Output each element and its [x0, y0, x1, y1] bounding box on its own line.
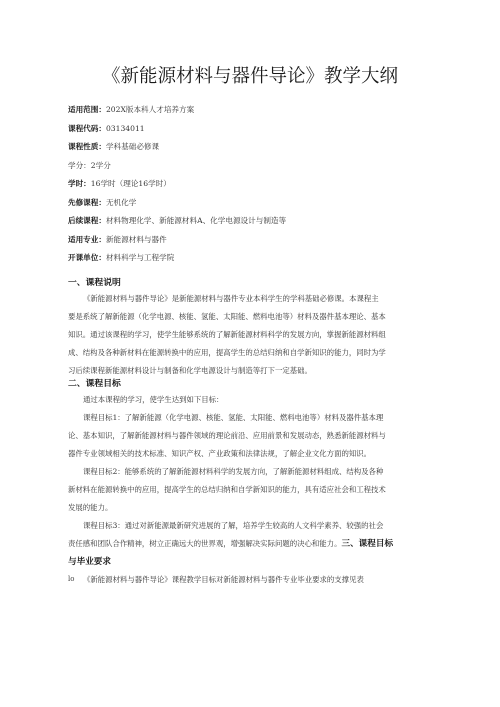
meta-key: 先修课程：	[68, 197, 106, 207]
text-line	[68, 535, 434, 553]
section-heading-3-cont: 与毕业要求	[68, 557, 111, 567]
meta-key: 课程代码：	[68, 123, 106, 133]
text-line: 习后续课程新能源材料设计与制备和化学电源设计与制造等打下一定基础。	[68, 366, 312, 375]
text-line	[68, 553, 434, 571]
meta-key: 开课单位：	[68, 253, 106, 262]
meta-row-unit	[68, 249, 468, 268]
meta-key: 学时：	[68, 179, 91, 188]
document-title: 《新能源材料与器件导论》教学大纲	[101, 66, 398, 87]
text-line: 通过本课程的学习，使学生达到如下目标：	[83, 395, 224, 404]
footer-mark: lo	[68, 575, 75, 583]
text-line: 知识。通过该课程的学习，使学生能够系统的了解新能源材料科学的发展方向，掌握新能源材料组	[68, 330, 386, 339]
meta-value: 202X版本科人才培养方案	[105, 105, 195, 114]
meta-row-credits	[68, 157, 468, 176]
course-meta	[68, 101, 468, 268]
section-heading-3: 三、课程目标	[341, 539, 394, 549]
text-line: 器件专业领域相关的技术标准、知识产权、产业政策和法律法规，了解企业文化方面的知识。	[68, 449, 372, 458]
meta-key: 适用专业：	[68, 234, 106, 244]
text-line: 发展的能力。	[68, 503, 113, 512]
meta-row-followup	[68, 212, 468, 231]
meta-value: 03134011	[105, 123, 145, 133]
meta-row-nature	[68, 138, 468, 157]
section-1-body	[68, 290, 434, 380]
section-heading-2: 二、课程目标	[68, 379, 121, 389]
meta-row-major	[68, 231, 468, 250]
meta-value: 无机化学	[105, 197, 137, 207]
meta-key: 后续课程：	[68, 216, 106, 225]
text-line: 《新能源材料与器件导论》是新能源材料与器件专业本科学生的学科基础必修课。本课程主	[83, 294, 379, 303]
meta-value: 材料物理化学、新能源材料A、化学电源设计与制造等	[105, 216, 287, 225]
meta-key: 课程性质：	[68, 142, 106, 151]
meta-value: 16学时（理论16学时）	[90, 179, 171, 188]
text-line: 课程目标1：了解新能源（化学电源、核能、氢能、太阳能、燃料电池等）材料及器件基本理	[83, 413, 384, 422]
meta-row-scope	[68, 101, 468, 120]
meta-key: 适用范围：	[68, 105, 106, 114]
meta-value: 2学分	[90, 160, 111, 170]
text-line: 《新能源材料与器件导论》课程教学目标对新能源材料与器件专业毕业要求的支撑见表	[83, 575, 364, 584]
text-line: 成、结构及各种新材料在能源转换中的应用，提高学生的总结归纳和自学新知识的能力，同时为学	[68, 348, 386, 357]
text-line: 要是系统了解新能源（化学电源、核能、氢能、太阳能、燃料电池等）材料及器件基本理论、基本	[68, 312, 386, 321]
meta-value: 材料科学与工程学院	[105, 253, 175, 262]
meta-row-hours	[68, 175, 468, 194]
text-line: 新材料在能源转换中的应用，提高学生的总结归纳和自学新知识的能力，具有适应社会和工程技术	[68, 485, 386, 494]
section-2-body	[68, 391, 434, 589]
text-line: 课程目标2：能够系统的了解新能源材料科学的发展方向，了解新能源材料组成、结构及各种	[83, 467, 384, 476]
section-heading-1: 一、课程说明	[68, 278, 121, 288]
meta-row-prereq	[68, 194, 468, 213]
text-line: 论、基本知识，了解新能源材料与器件领域的理论前沿、应用前景和发展动态，熟悉新能源材料与	[68, 431, 386, 440]
meta-value: 新能源材料与器件	[105, 234, 167, 244]
text-fragment: 责任感和团队合作精神，树立正确远大的世界观，增强解决实际问题的决心和能力。	[68, 539, 342, 548]
meta-row-code	[68, 120, 468, 139]
meta-value: 学科基础必修课	[105, 142, 160, 151]
text-line: 课程目标3：通过对新能源最新研究进展的了解，培养学生较高的人文科学素养、较强的社会	[83, 521, 384, 530]
meta-key: 学分：	[68, 160, 91, 170]
